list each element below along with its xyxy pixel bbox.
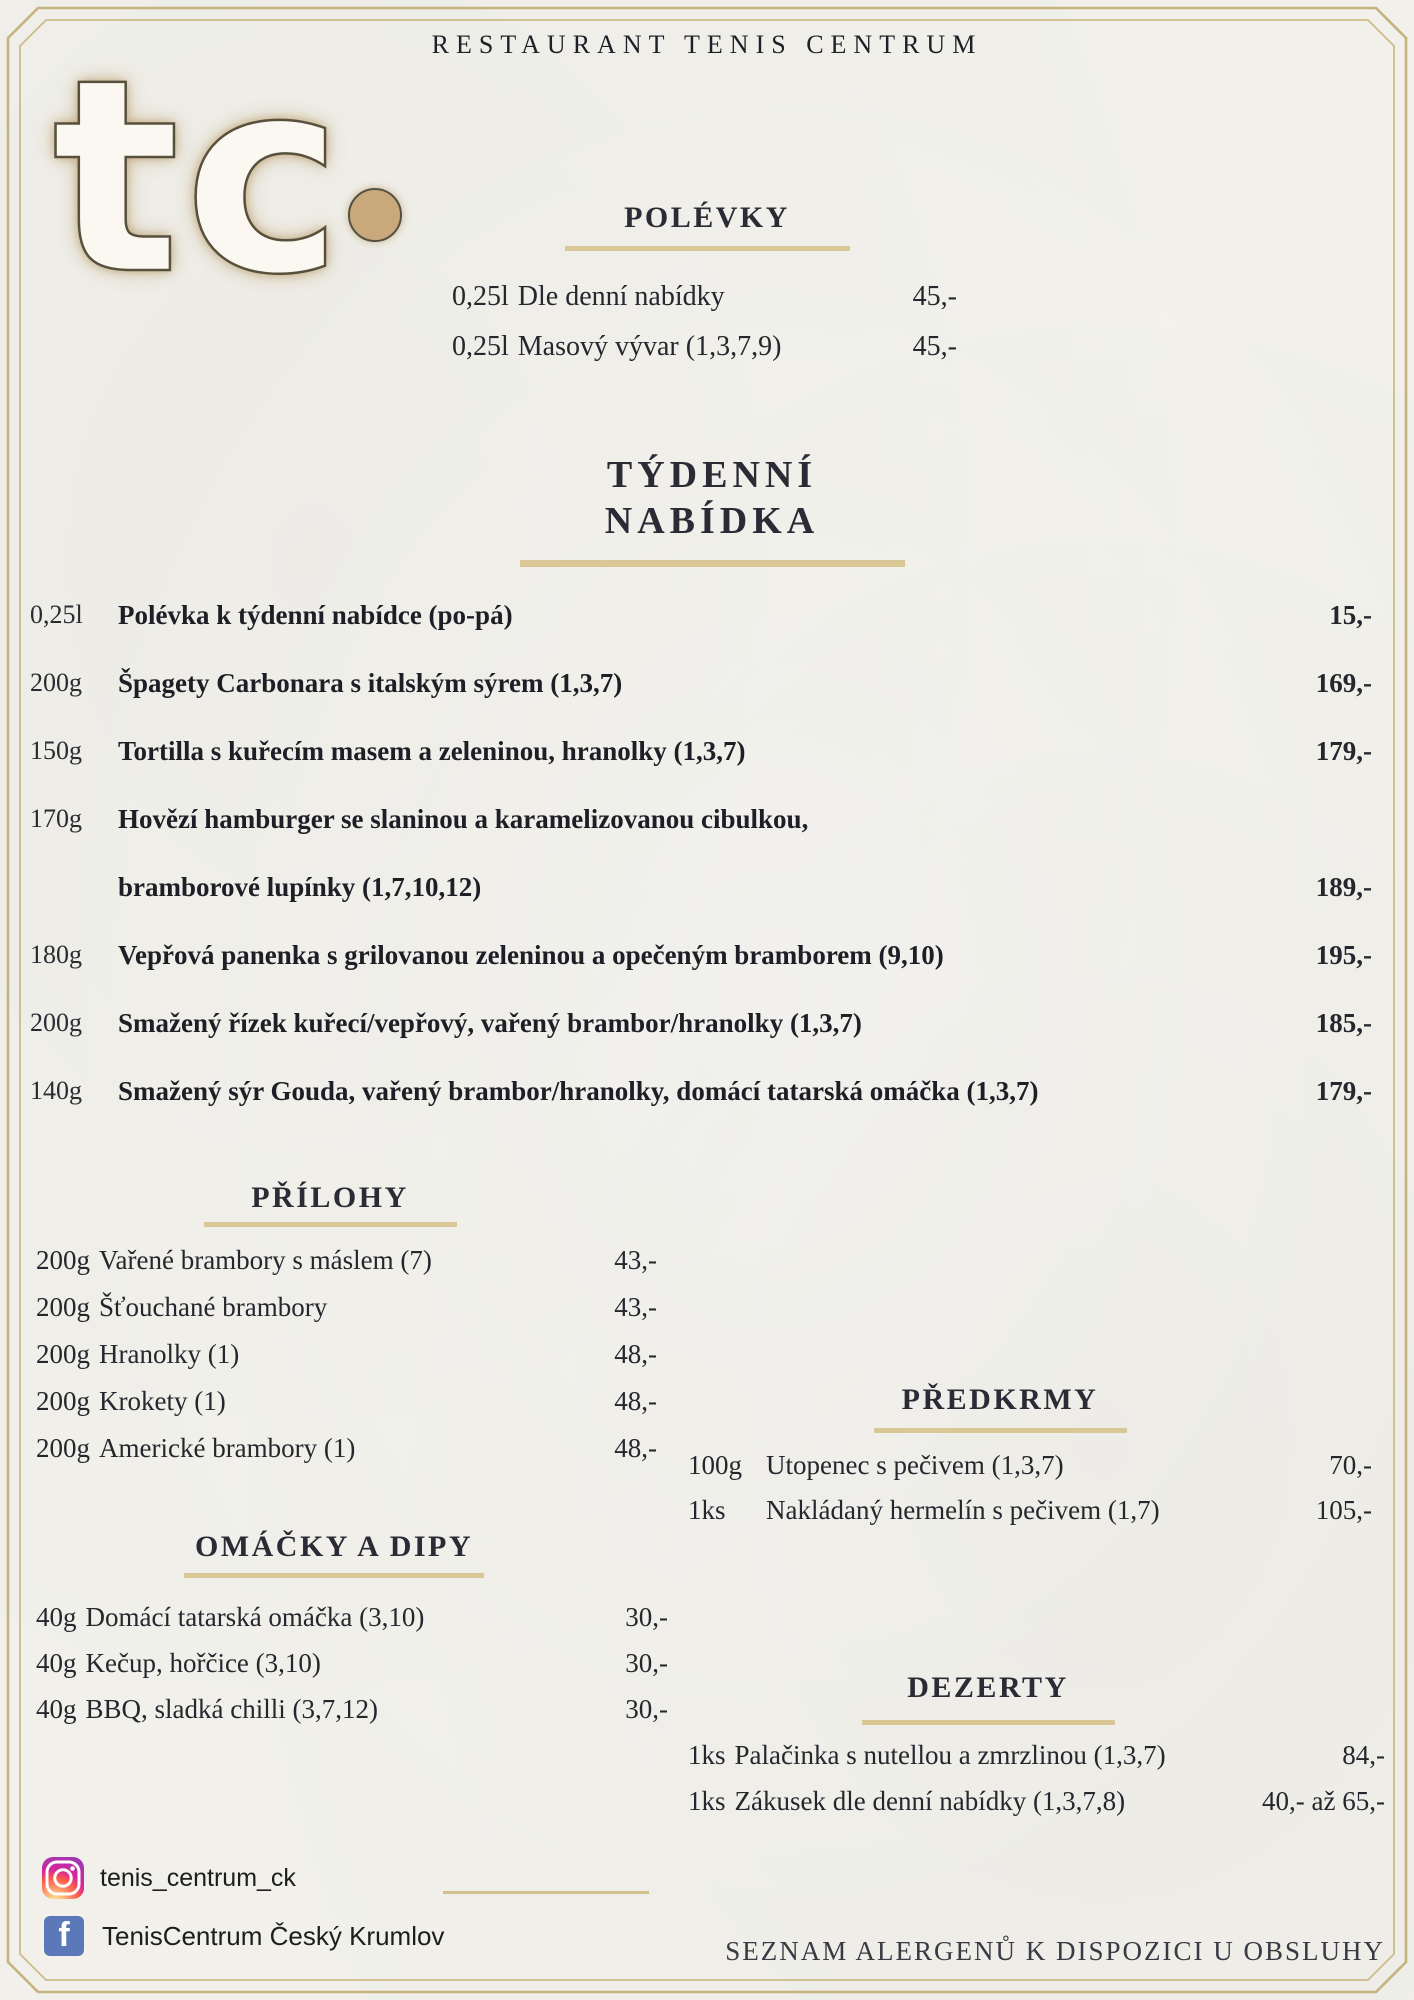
facebook-handle[interactable]: TenisCentrum Český Krumlov bbox=[102, 1920, 445, 1951]
item-price: 195,- bbox=[1315, 940, 1372, 970]
item-name-line1: Smažený sýr Gouda, vařený brambor/hranolky, domácí tatarská omáčka (1,3,7) bbox=[118, 1076, 1039, 1106]
soups-heading-text: POLÉVKY bbox=[624, 201, 790, 234]
item-price: 48,- bbox=[614, 1386, 657, 1416]
sides-heading bbox=[130, 1180, 530, 1227]
menu-item-row bbox=[36, 1337, 657, 1371]
item-name: Domácí tatarská omáčka (3,10) bbox=[85, 1602, 425, 1632]
item-size: 200g bbox=[36, 1433, 90, 1463]
facebook-icon[interactable]: f bbox=[44, 1916, 84, 1956]
item-size: 0,25l bbox=[452, 281, 509, 312]
item-name: BBQ, sladká chilli (3,7,12) bbox=[85, 1694, 378, 1724]
item-price: 84,- bbox=[1342, 1740, 1385, 1770]
desserts-heading-text: DEZERTY bbox=[907, 1671, 1069, 1704]
facebook-link[interactable] bbox=[44, 1914, 444, 1958]
item-size: 140g bbox=[30, 1076, 82, 1105]
tc-logo bbox=[52, 22, 412, 334]
item-price: 43,- bbox=[614, 1245, 657, 1275]
menu-item-row bbox=[36, 1692, 668, 1726]
item-price: 179,- bbox=[1315, 1076, 1372, 1106]
soups-heading bbox=[507, 200, 907, 251]
weekly-list bbox=[30, 598, 1372, 1142]
menu-item-row bbox=[688, 1738, 1385, 1772]
item-size: 40g bbox=[36, 1648, 77, 1678]
item-name bbox=[118, 802, 1262, 904]
menu-item-row bbox=[688, 1493, 1372, 1527]
weekly-heading bbox=[512, 452, 912, 567]
item-price: 30,- bbox=[625, 1694, 668, 1724]
item-size: 200g bbox=[36, 1245, 90, 1275]
item-name bbox=[118, 1074, 1262, 1108]
item-price: 30,- bbox=[625, 1648, 668, 1678]
sauces-heading-text: OMÁČKY A DIPY bbox=[194, 1530, 474, 1563]
item-name: Šťouchané brambory bbox=[99, 1292, 328, 1322]
item-name: Dle denní nabídky bbox=[517, 281, 725, 312]
item-size: 150g bbox=[30, 736, 82, 765]
item-price: 30,- bbox=[625, 1602, 668, 1632]
item-name-line1: Polévka k týdenní nabídce (po-pá) bbox=[118, 600, 513, 630]
sauces-list bbox=[36, 1600, 668, 1738]
tc-logo-text: tc bbox=[52, 22, 347, 334]
gold-underline bbox=[862, 1720, 1115, 1725]
item-size: 0,25l bbox=[452, 331, 509, 362]
item-price: 105,- bbox=[1315, 1495, 1372, 1525]
item-name-line1: Smažený řízek kuřecí/vepřový, vařený brambor/hranolky (1,3,7) bbox=[118, 1008, 862, 1038]
menu-item-row bbox=[36, 1290, 657, 1324]
starters-list bbox=[688, 1448, 1372, 1538]
item-size: 1ks bbox=[688, 1495, 726, 1525]
item-price: 15,- bbox=[1329, 600, 1372, 630]
item-size: 200g bbox=[36, 1386, 90, 1416]
menu-item-row bbox=[688, 1448, 1372, 1482]
item-name bbox=[118, 598, 1262, 632]
item-price: 179,- bbox=[1315, 736, 1372, 766]
item-name: Zákusek dle denní nabídky (1,3,7,8) bbox=[734, 1786, 1126, 1816]
menu-item-row bbox=[36, 1646, 668, 1680]
item-size: 40g bbox=[36, 1602, 77, 1632]
soups-list bbox=[452, 280, 957, 380]
weekly-item-row bbox=[30, 802, 1372, 904]
item-name-line1: Vepřová panenka s grilovanou zeleninou a opečeným bramborem (9,10) bbox=[118, 940, 944, 970]
weekly-item-row bbox=[30, 666, 1372, 700]
tc-logo-dot-icon bbox=[348, 188, 402, 242]
starters-heading bbox=[800, 1382, 1200, 1433]
item-price: 40,- až 65,- bbox=[1262, 1786, 1385, 1816]
weekly-heading-text: TÝDENNÍ NABÍDKA bbox=[604, 454, 820, 542]
item-size: 200g bbox=[36, 1292, 90, 1322]
sides-list bbox=[36, 1243, 657, 1478]
item-name: Krokety (1) bbox=[99, 1386, 226, 1416]
weekly-item-row bbox=[30, 1074, 1372, 1108]
item-size: 200g bbox=[30, 668, 82, 697]
item-size: 200g bbox=[30, 1008, 82, 1037]
instagram-icon[interactable] bbox=[42, 1857, 84, 1899]
item-name bbox=[118, 938, 1262, 972]
menu-item-row bbox=[688, 1784, 1385, 1818]
footer-divider bbox=[443, 1891, 649, 1894]
starters-heading-text: PŘEDKRMY bbox=[901, 1383, 1099, 1416]
item-name: Utopenec s pečivem (1,3,7) bbox=[766, 1450, 1064, 1480]
gold-underline bbox=[184, 1573, 484, 1578]
weekly-item-row bbox=[30, 938, 1372, 972]
item-name-line1: Špagety Carbonara s italským sýrem (1,3,7) bbox=[118, 668, 623, 698]
item-price: 169,- bbox=[1315, 668, 1372, 698]
item-price: 189,- bbox=[1315, 872, 1372, 902]
item-name: Nakládaný hermelín s pečivem (1,7) bbox=[766, 1495, 1160, 1525]
item-name bbox=[118, 666, 1262, 700]
gold-underline bbox=[565, 246, 850, 251]
item-name: Vařené brambory s máslem (7) bbox=[99, 1245, 432, 1275]
sauces-heading bbox=[134, 1529, 534, 1578]
item-name bbox=[118, 734, 1262, 768]
item-name bbox=[118, 1006, 1262, 1040]
item-name: Kečup, hořčice (3,10) bbox=[85, 1648, 321, 1678]
item-name: Hranolky (1) bbox=[99, 1339, 240, 1369]
gold-underline bbox=[204, 1222, 457, 1227]
item-size: 40g bbox=[36, 1694, 77, 1724]
menu-item-row bbox=[452, 280, 957, 314]
item-size: 1ks bbox=[688, 1740, 726, 1770]
sides-heading-text: PŘÍLOHY bbox=[251, 1181, 409, 1214]
item-price: 45,- bbox=[912, 331, 957, 362]
weekly-item-row bbox=[30, 598, 1372, 632]
item-name: Palačinka s nutellou a zmrzlinou (1,3,7) bbox=[734, 1740, 1166, 1770]
gold-underline bbox=[520, 560, 905, 567]
desserts-heading bbox=[788, 1670, 1188, 1725]
instagram-handle[interactable]: tenis_centrum_ck bbox=[100, 1863, 296, 1892]
item-size: 180g bbox=[30, 940, 82, 969]
item-size: 1ks bbox=[688, 1786, 726, 1816]
menu-item-row bbox=[36, 1384, 657, 1418]
menu-item-row bbox=[36, 1600, 668, 1634]
menu-item-row bbox=[36, 1243, 657, 1277]
item-name-line1: Tortilla s kuřecím masem a zeleninou, hranolky (1,3,7) bbox=[118, 736, 746, 766]
gold-underline bbox=[874, 1428, 1127, 1433]
restaurant-title: RESTAURANT TENIS CENTRUM bbox=[431, 30, 983, 59]
item-price: 48,- bbox=[614, 1339, 657, 1369]
item-price: 45,- bbox=[912, 281, 957, 312]
menu-item-row bbox=[452, 330, 957, 364]
item-size: 0,25l bbox=[30, 600, 83, 629]
desserts-list bbox=[688, 1738, 1385, 1830]
allergen-note: SEZNAM ALERGENŮ K DISPOZICI U OBSLUHY bbox=[725, 1936, 1385, 1966]
item-price: 43,- bbox=[614, 1292, 657, 1322]
menu-item-row bbox=[36, 1431, 657, 1465]
weekly-item-row bbox=[30, 734, 1372, 768]
item-name-line2: bramborové lupínky (1,7,10,12) bbox=[118, 872, 482, 902]
item-price: 185,- bbox=[1315, 1008, 1372, 1038]
item-name: Americké brambory (1) bbox=[99, 1433, 356, 1463]
item-price: 48,- bbox=[614, 1433, 657, 1463]
item-size: 170g bbox=[30, 804, 82, 833]
weekly-item-row bbox=[30, 1006, 1372, 1040]
item-name: Masový vývar (1,3,7,9) bbox=[517, 331, 782, 362]
instagram-link[interactable] bbox=[42, 1856, 296, 1900]
item-size: 200g bbox=[36, 1339, 90, 1369]
item-price: 70,- bbox=[1329, 1450, 1372, 1480]
item-name-line1: Hovězí hamburger se slaninou a karamelizovanou cibulkou, bbox=[118, 804, 809, 834]
item-size: 100g bbox=[688, 1450, 742, 1480]
